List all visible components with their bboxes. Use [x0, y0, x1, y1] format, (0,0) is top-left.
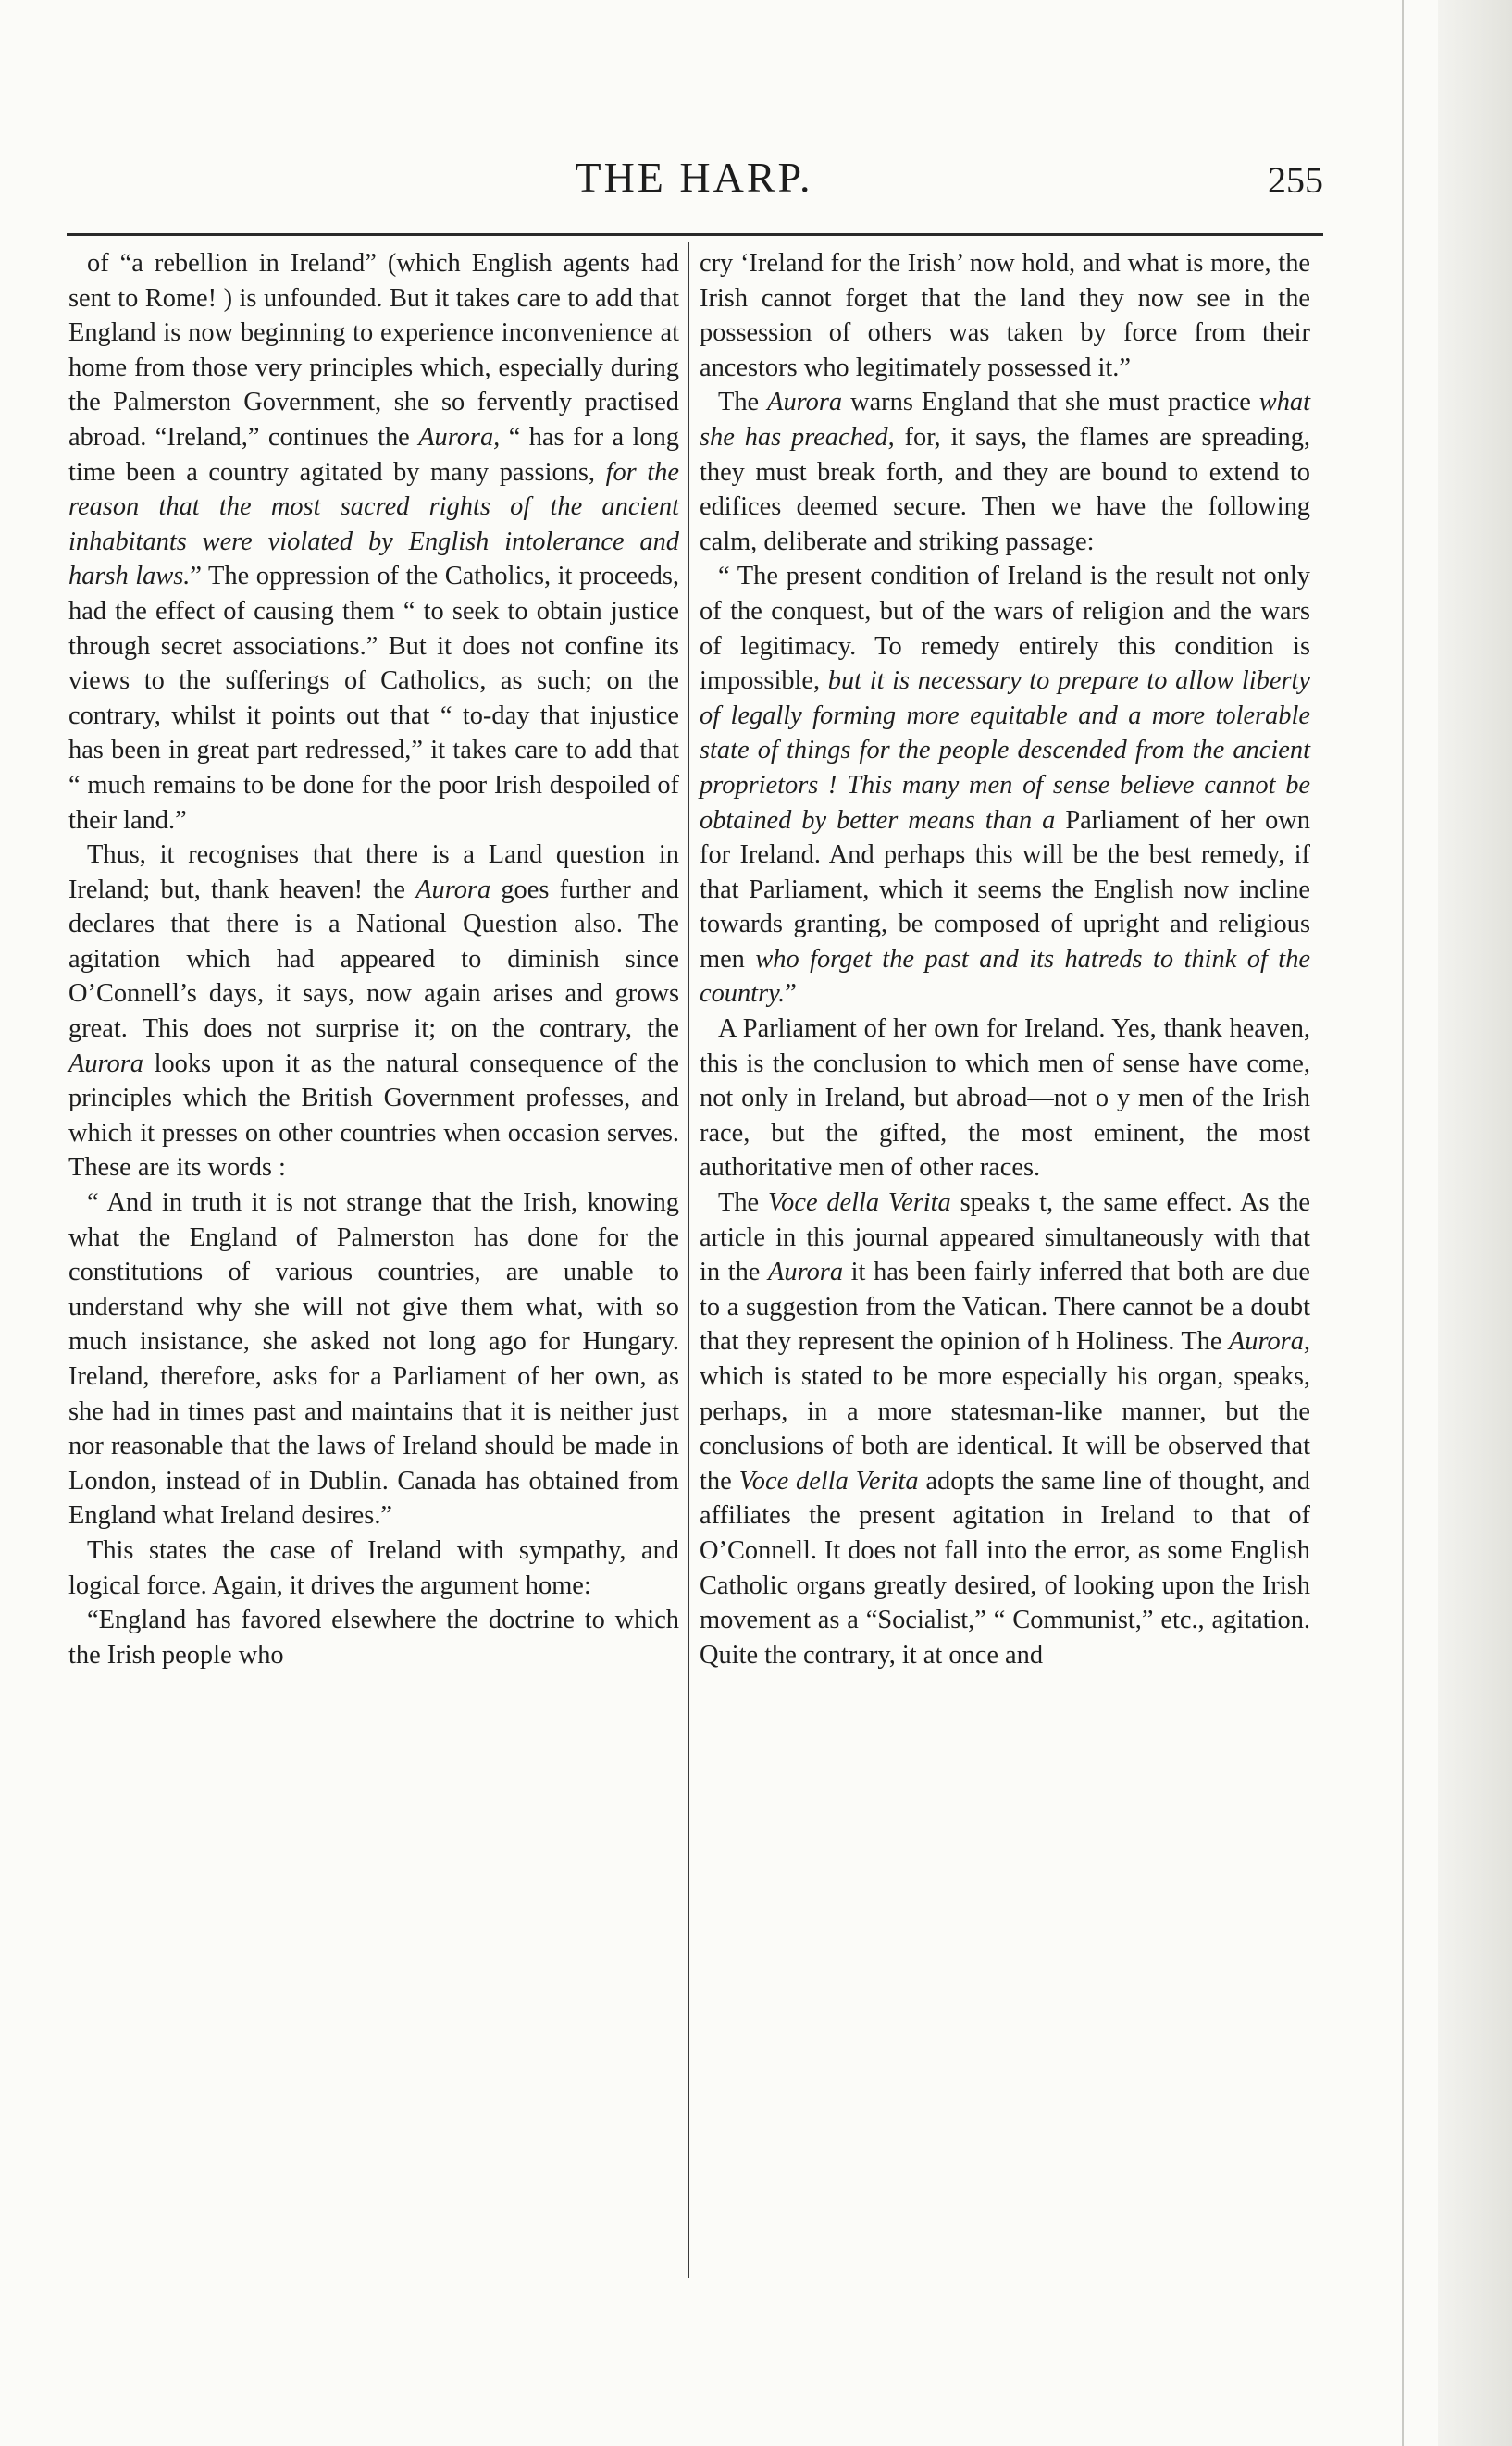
body-text: which is stated to be more especially his organ, speaks, perhaps, in a more statesman-like manner, but the conclusions of both are identical. It will be observed that the — [700, 1362, 1310, 1496]
italic-text: for the reason that the most sacred rights of the ancient inhabitants were violated by English intolerance and harsh laws. — [68, 457, 679, 591]
italic-text: Voce della Verita — [767, 1188, 951, 1218]
body-text: “England has favored elsewhere the doctrine to which the Irish people who — [68, 1606, 679, 1670]
body-text: of “a rebellion in Ireland” (which English agents had sent to Rome! ) is unfounded. But it takes care to add that England is now beginning to experience inconvenience at home from those very principles which, especially during the Palmerston Government, she so fervently practised abroad. “Ireland,” continues the — [68, 249, 679, 452]
body-text: ” — [785, 979, 797, 1009]
italic-text: Aurora — [415, 875, 491, 904]
paragraph — [700, 246, 1310, 385]
body-text: it has been fairly inferred that both are due to a suggestion from the Vatican. There cannot be a doubt that they represent the opinion of h Holiness. The — [700, 1258, 1310, 1357]
header-rule — [67, 233, 1323, 236]
body-text: goes further and declares that there is a National Question also. The agitation which had appeared to diminish since O’Connell’s days, it says, now again arises and grows great. This does not surprise it; on the contrary, the — [68, 875, 679, 1044]
italic-text: Aurora — [767, 388, 843, 417]
body-text: looks upon it as the natural consequence of the principles which the British Government professes, and which it presses on other countries when occasion serves. These are its words : — [68, 1049, 679, 1183]
body-text: adopts the same line of thought, and affiliates the present agitation in Ireland to that of O’Connell. It does not fall into the error, as some English Catholic organs greatly desired, of looking upon the Irish movement as a “Socialist,” “ Communist,” etc., agitation. Quite the contrary, it at once and — [700, 1466, 1310, 1670]
body-text: A Parliament of her own for Ireland. Yes, thank heaven, this is the conclusion to which men of sense have come, not only in Ireland, but abroad—not o y men of the Irish race, but the gifted, the most eminent, the most authoritative men of other races. — [700, 1014, 1310, 1183]
paragraph — [700, 1012, 1310, 1186]
italic-text: Voce della Verita — [738, 1466, 919, 1496]
body-text: “ And in truth it is not strange that the Irish, knowing what the England of Palmerston has done for the constitutions of various countries, are unable to understand why she will not give them what, with so much insistance, she asked not long ago for Hungary. Ireland, therefore, asks for a Parliament of her own, as she had in times past and maintains that it is neither just nor reasonable that the laws of Ireland should be made in London, instead of in Dublin. Canada has obtained from England what Ireland desires.” — [68, 1188, 679, 1531]
body-text: “ The present condition of Ireland is the result not only of the conquest, but of the wars of religion and the wars of legitimacy. To remedy entirely this condition is impossible, — [700, 562, 1310, 696]
right-column — [700, 246, 1310, 1672]
left-column — [68, 246, 679, 1672]
paragraph — [68, 838, 679, 1186]
body-text: speaks t, the same effect. As the article in this journal appeared simultaneously with that in the — [700, 1188, 1310, 1287]
body-text: ” The oppression of the Catholics, it proceeds, had the effect of causing them “ to seek to obtain justice through secret associations.” But it does not confine its views to the sufferings of Catholics, as such; on the contrary, whilst it points out that “ to-day that injustice has been in great part redressed,” it takes care to add that “ much remains to be done for the poor Irish despoiled of their land.” — [68, 562, 679, 835]
running-title: THE HARP. — [575, 154, 813, 201]
italic-text: Aurora — [768, 1258, 844, 1287]
paragraph — [700, 1186, 1310, 1672]
body-text: “ has for a long time been a country agitated by many passions, — [68, 422, 679, 487]
italic-text: who forget the past and its hatreds to think of the country. — [700, 944, 1310, 1009]
italic-text: but it is necessary to prepare to allow liberty of legally forming more equitable and a more tolerable state of things for the people descended from the ancient proprietors ! This many men of sense believe cannot be obtained by better means than a — [700, 666, 1310, 835]
paragraph — [68, 1186, 679, 1533]
binding-edge — [1438, 0, 1512, 2446]
body-text: The — [718, 1188, 768, 1218]
body-text: cry ‘Ireland for the Irish’ now hold, and what is more, the Irish cannot forget that the land they now see in the possession of others was taken by force from their ancestors who legitimately possessed it.” — [700, 249, 1310, 382]
paragraph — [700, 385, 1310, 559]
page-number: 255 — [1268, 159, 1323, 201]
paragraph — [68, 246, 679, 838]
body-text: The — [718, 388, 768, 417]
italic-text: Aurora, — [1228, 1327, 1310, 1357]
page-header — [65, 153, 1323, 217]
italic-text: Aurora — [68, 1049, 143, 1078]
italic-text: Aurora, — [418, 422, 501, 452]
body-text: for, it says, the flames are spreading, they must break forth, and they are bound to extend to edifices deemed secure. Then we have the following calm, deliberate and striking passage: — [700, 422, 1311, 556]
paragraph — [68, 1533, 679, 1603]
paragraph — [700, 559, 1310, 1012]
body-text: Thus, it recognises that there is a Land question in Ireland; but, thank heaven! the — [68, 840, 679, 904]
italic-text: what she has preached, — [700, 388, 1310, 452]
body-text: This states the case of Ireland with sympathy, and logical force. Again, it drives the argument home: — [68, 1535, 679, 1600]
page-edge-line — [1402, 0, 1404, 2446]
paragraph — [68, 1603, 679, 1672]
column-divider — [688, 242, 689, 2278]
body-text: Parliament of her own for Ireland. And perhaps this will be the best remedy, if that Parliament, which it seems the English now incline towards granting, be composed of upright and religious men — [700, 805, 1310, 974]
body-text: warns England that she must practice — [842, 388, 1259, 417]
